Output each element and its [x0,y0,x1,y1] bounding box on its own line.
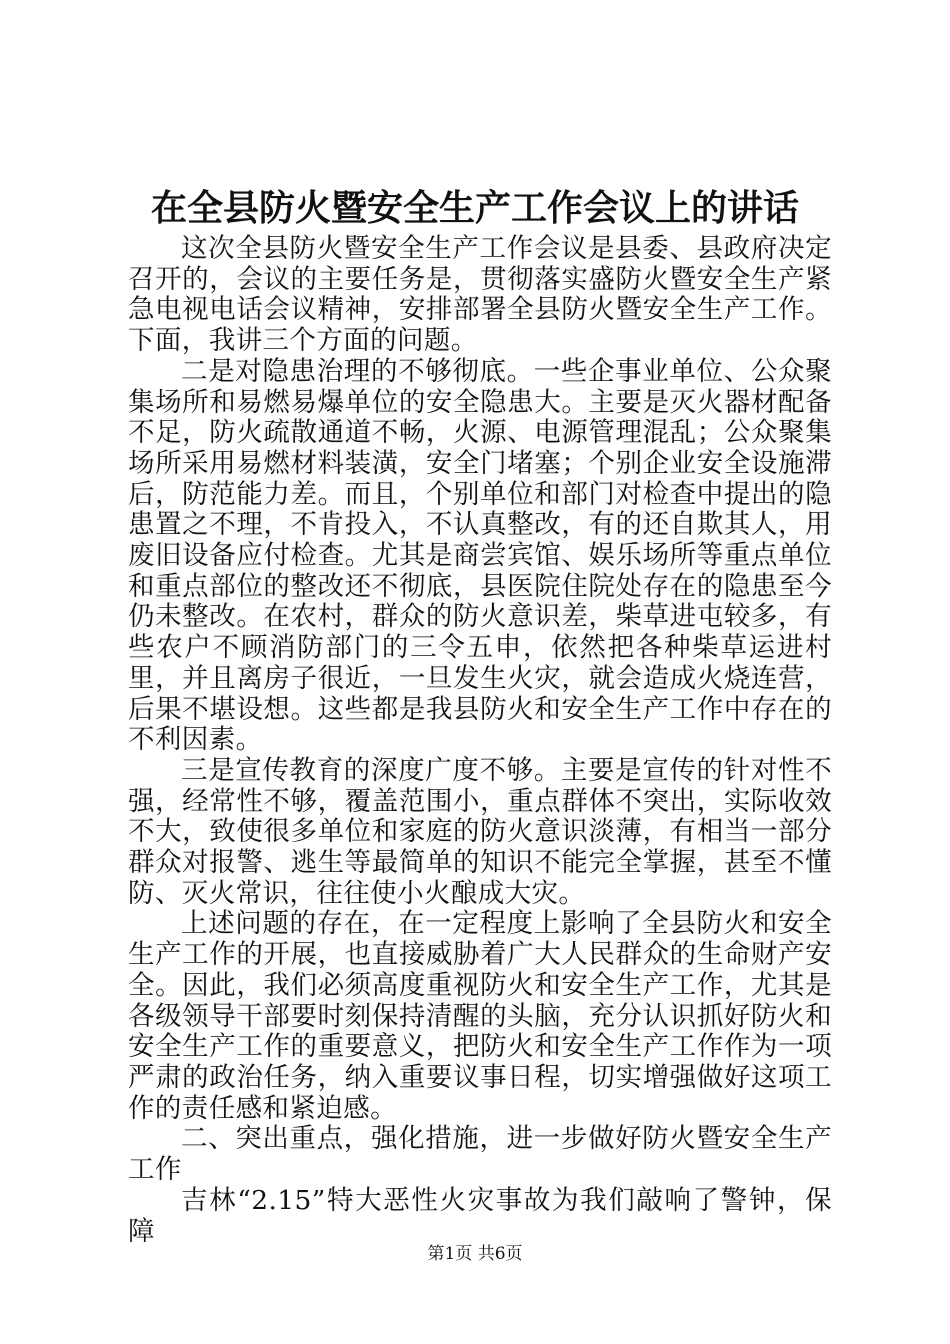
section-heading-two: 二、突出重点，强化措施，进一步做好防火暨安全生产工作 [128,1123,832,1186]
paragraph-hazard-rectification: 二是对隐患治理的不够彻底。一些企事业单位、公众聚集场所和易燃易爆单位的安全隐患大。主要是灭火器材配备不足，防火疏散通道不畅，火源、电源管理混乱；公众聚集场所采用易燃材料装潢，安全门堵塞；个别企业安全设施滞后，防范能力差。而且，个别单位和部门对检查中提出的隐患置之不理，不肯投入，不认真整改，有的还自欺其人，用废旧设备应付检查。尤其是商尝宾馆、娱乐场所等重点单位和重点部位的整改还不彻底，县医院住院处存在的隐患至今仍未整改。在农村，群众的防火意识差，柴草进屯较多，有些农户不顾消防部门的三令五申，依然把各种柴草运进村里，并且离房子很近，一旦发生火灾，就会造成火烧连营，后果不堪设想。这些都是我县防火和安全生产工作中存在的不利因素。 [128,355,832,756]
paragraph-publicity-education: 三是宣传教育的深度广度不够。主要是宣传的针对性不强，经常性不够，覆盖范围小，重点群体不突出，实际收效不大，致使很多单位和家庭的防火意识淡薄，有相当一部分群众对报警、逃生等最简单的知识不能完全掌握，甚至不懂防、灭火常识，往往使小火酿成大灾。 [128,754,832,909]
document-body [128,234,832,1247]
page-number-footer: 第1页 共6页 [427,1244,523,1264]
document-title: 在全县防火暨安全生产工作会议上的讲话 [150,188,799,229]
paragraph-intro: 这次全县防火暨安全生产工作会议是县委、县政府决定召开的，会议的主要任务是，贯彻落实盛防火暨安全生产紧急电视电话会议精神，安排部署全县防火暨安全生产工作。下面，我讲三个方面的问题。 [128,233,832,357]
paragraph-summary: 上述问题的存在，在一定程度上影响了全县防火和安全生产工作的开展，也直接威胁着广大人民群众的生命财产安全。因此，我们必须高度重视防火和安全生产工作，尤其是各级领导干部要时刻保持清醒的头脑，充分认识抓好防火和安全生产工作的重要意义，把防火和安全生产工作作为一项严肃的政治任务，纳入重要议事日程，切实增强做好这项工作的责任感和紧迫感。 [128,908,832,1124]
paragraph-jilin-fire: 吉林“2.15”特大恶性火灾事故为我们敲响了警钟，保障 [128,1184,832,1247]
